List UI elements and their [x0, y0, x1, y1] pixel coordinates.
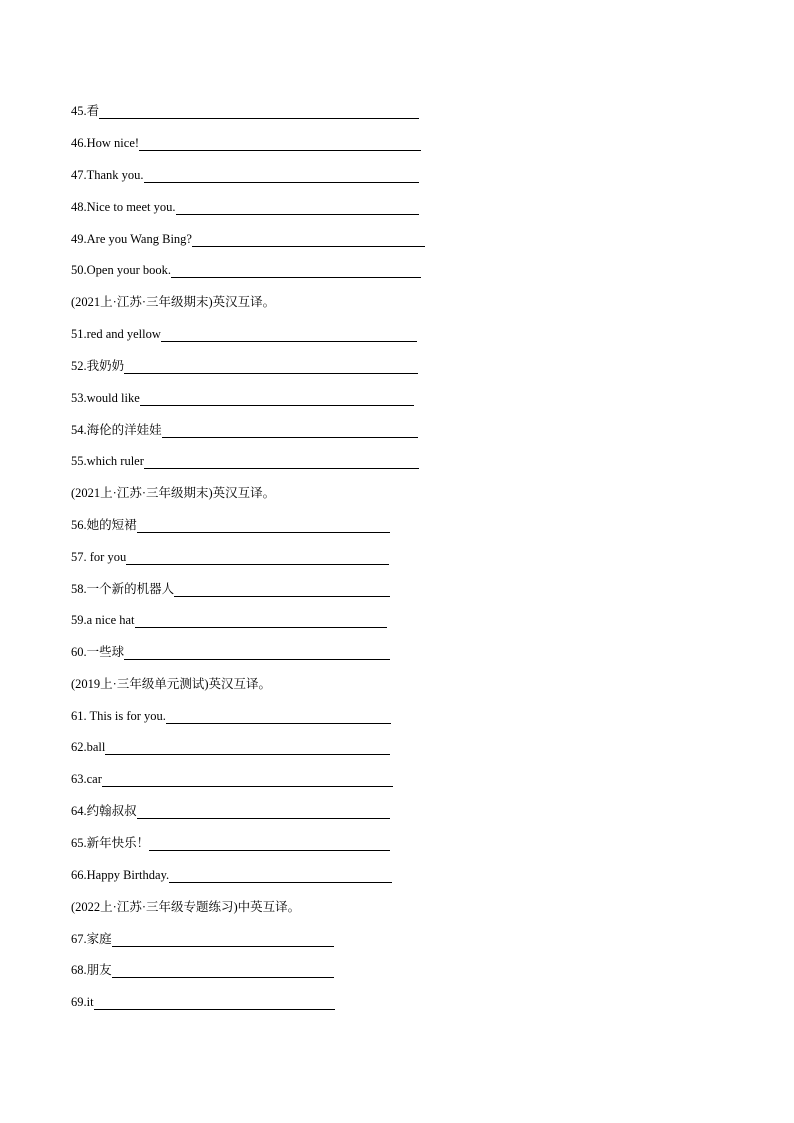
question-label: 63.car [71, 772, 102, 786]
answer-blank[interactable] [139, 136, 421, 151]
answer-blank[interactable] [169, 868, 392, 883]
question-row [71, 133, 421, 153]
question-row [71, 992, 335, 1012]
answer-blank[interactable] [102, 772, 393, 787]
answer-blank[interactable] [140, 391, 414, 406]
section-heading-text: (2019上·三年级单元测试)英汉互译。 [71, 677, 271, 691]
question-label: 67.家庭 [71, 932, 112, 946]
answer-blank[interactable] [137, 804, 390, 819]
question-label: 59.a nice hat [71, 613, 135, 627]
question-label: 65.新年快乐！ [71, 836, 150, 850]
answer-blank[interactable] [126, 550, 389, 565]
question-label: 52.我奶奶 [71, 359, 125, 373]
question-label: 49.Are you Wang Bing? [71, 232, 192, 246]
question-label: 48.Nice to meet you. [71, 200, 176, 214]
question-row [71, 610, 387, 630]
answer-blank[interactable] [124, 359, 418, 374]
question-label: 55.which ruler [71, 454, 144, 468]
answer-blank[interactable] [192, 232, 425, 247]
question-label: 68.朋友 [71, 963, 112, 977]
question-row [71, 356, 418, 376]
question-label: 47.Thank you. [71, 168, 144, 182]
question-label: 51.red and yellow [71, 327, 161, 341]
question-row [71, 229, 425, 249]
question-row [71, 324, 417, 344]
question-row [71, 960, 334, 980]
question-row [71, 929, 334, 949]
question-row [71, 515, 390, 535]
answer-blank[interactable] [135, 613, 387, 628]
section-heading-text: (2021上·江苏·三年级期末)英汉互译。 [71, 295, 276, 309]
question-row [71, 737, 390, 757]
answer-blank[interactable] [137, 518, 390, 533]
question-label: 45.看 [71, 104, 100, 118]
question-label: 53.would like [71, 391, 140, 405]
answer-blank[interactable] [166, 709, 391, 724]
answer-blank[interactable] [161, 327, 417, 342]
question-row [71, 388, 414, 408]
question-row [71, 642, 390, 662]
question-row [71, 706, 391, 726]
answer-blank[interactable] [112, 963, 334, 978]
question-row [71, 420, 418, 440]
answer-blank[interactable] [112, 932, 334, 947]
question-row [71, 769, 393, 789]
question-label: 46.How nice! [71, 136, 140, 150]
answer-blank[interactable] [94, 995, 335, 1010]
answer-blank[interactable] [171, 263, 421, 278]
answer-blank[interactable] [162, 423, 418, 438]
question-row [71, 801, 390, 821]
question-label: 58.一个新的机器人 [71, 582, 175, 596]
question-label: 62.ball [71, 740, 106, 754]
answer-blank[interactable] [174, 582, 390, 597]
question-row [71, 165, 419, 185]
section-heading [71, 674, 271, 694]
question-label: 56.她的短裙 [71, 518, 137, 532]
answer-blank[interactable] [124, 645, 390, 660]
question-row [71, 579, 390, 599]
question-label: 69.it [71, 995, 94, 1009]
question-label: 64.约翰叔叔 [71, 804, 137, 818]
answer-blank[interactable] [144, 168, 419, 183]
section-heading [71, 292, 275, 312]
question-label: 61. This is for you. [71, 709, 166, 723]
section-heading [71, 897, 300, 917]
question-label: 50.Open your book. [71, 263, 171, 277]
question-label: 66.Happy Birthday. [71, 868, 170, 882]
section-heading-text: (2022上·江苏·三年级专题练习)中英互译。 [71, 900, 301, 914]
answer-blank[interactable] [149, 836, 390, 851]
question-row [71, 833, 390, 853]
question-label: 54.海伦的洋娃娃 [71, 423, 162, 437]
section-heading-text: (2021上·江苏·三年级期末)英汉互译。 [71, 486, 276, 500]
answer-blank[interactable] [105, 740, 390, 755]
question-row [71, 547, 389, 567]
question-label: 57. for you [71, 550, 127, 564]
answer-blank[interactable] [144, 454, 419, 469]
question-row [71, 865, 392, 885]
answer-blank[interactable] [176, 200, 419, 215]
question-row [71, 451, 419, 471]
question-label: 60.一些球 [71, 645, 125, 659]
question-row [71, 101, 419, 121]
question-row [71, 197, 419, 217]
answer-blank[interactable] [99, 104, 419, 119]
section-heading [71, 483, 275, 503]
question-row [71, 260, 421, 280]
